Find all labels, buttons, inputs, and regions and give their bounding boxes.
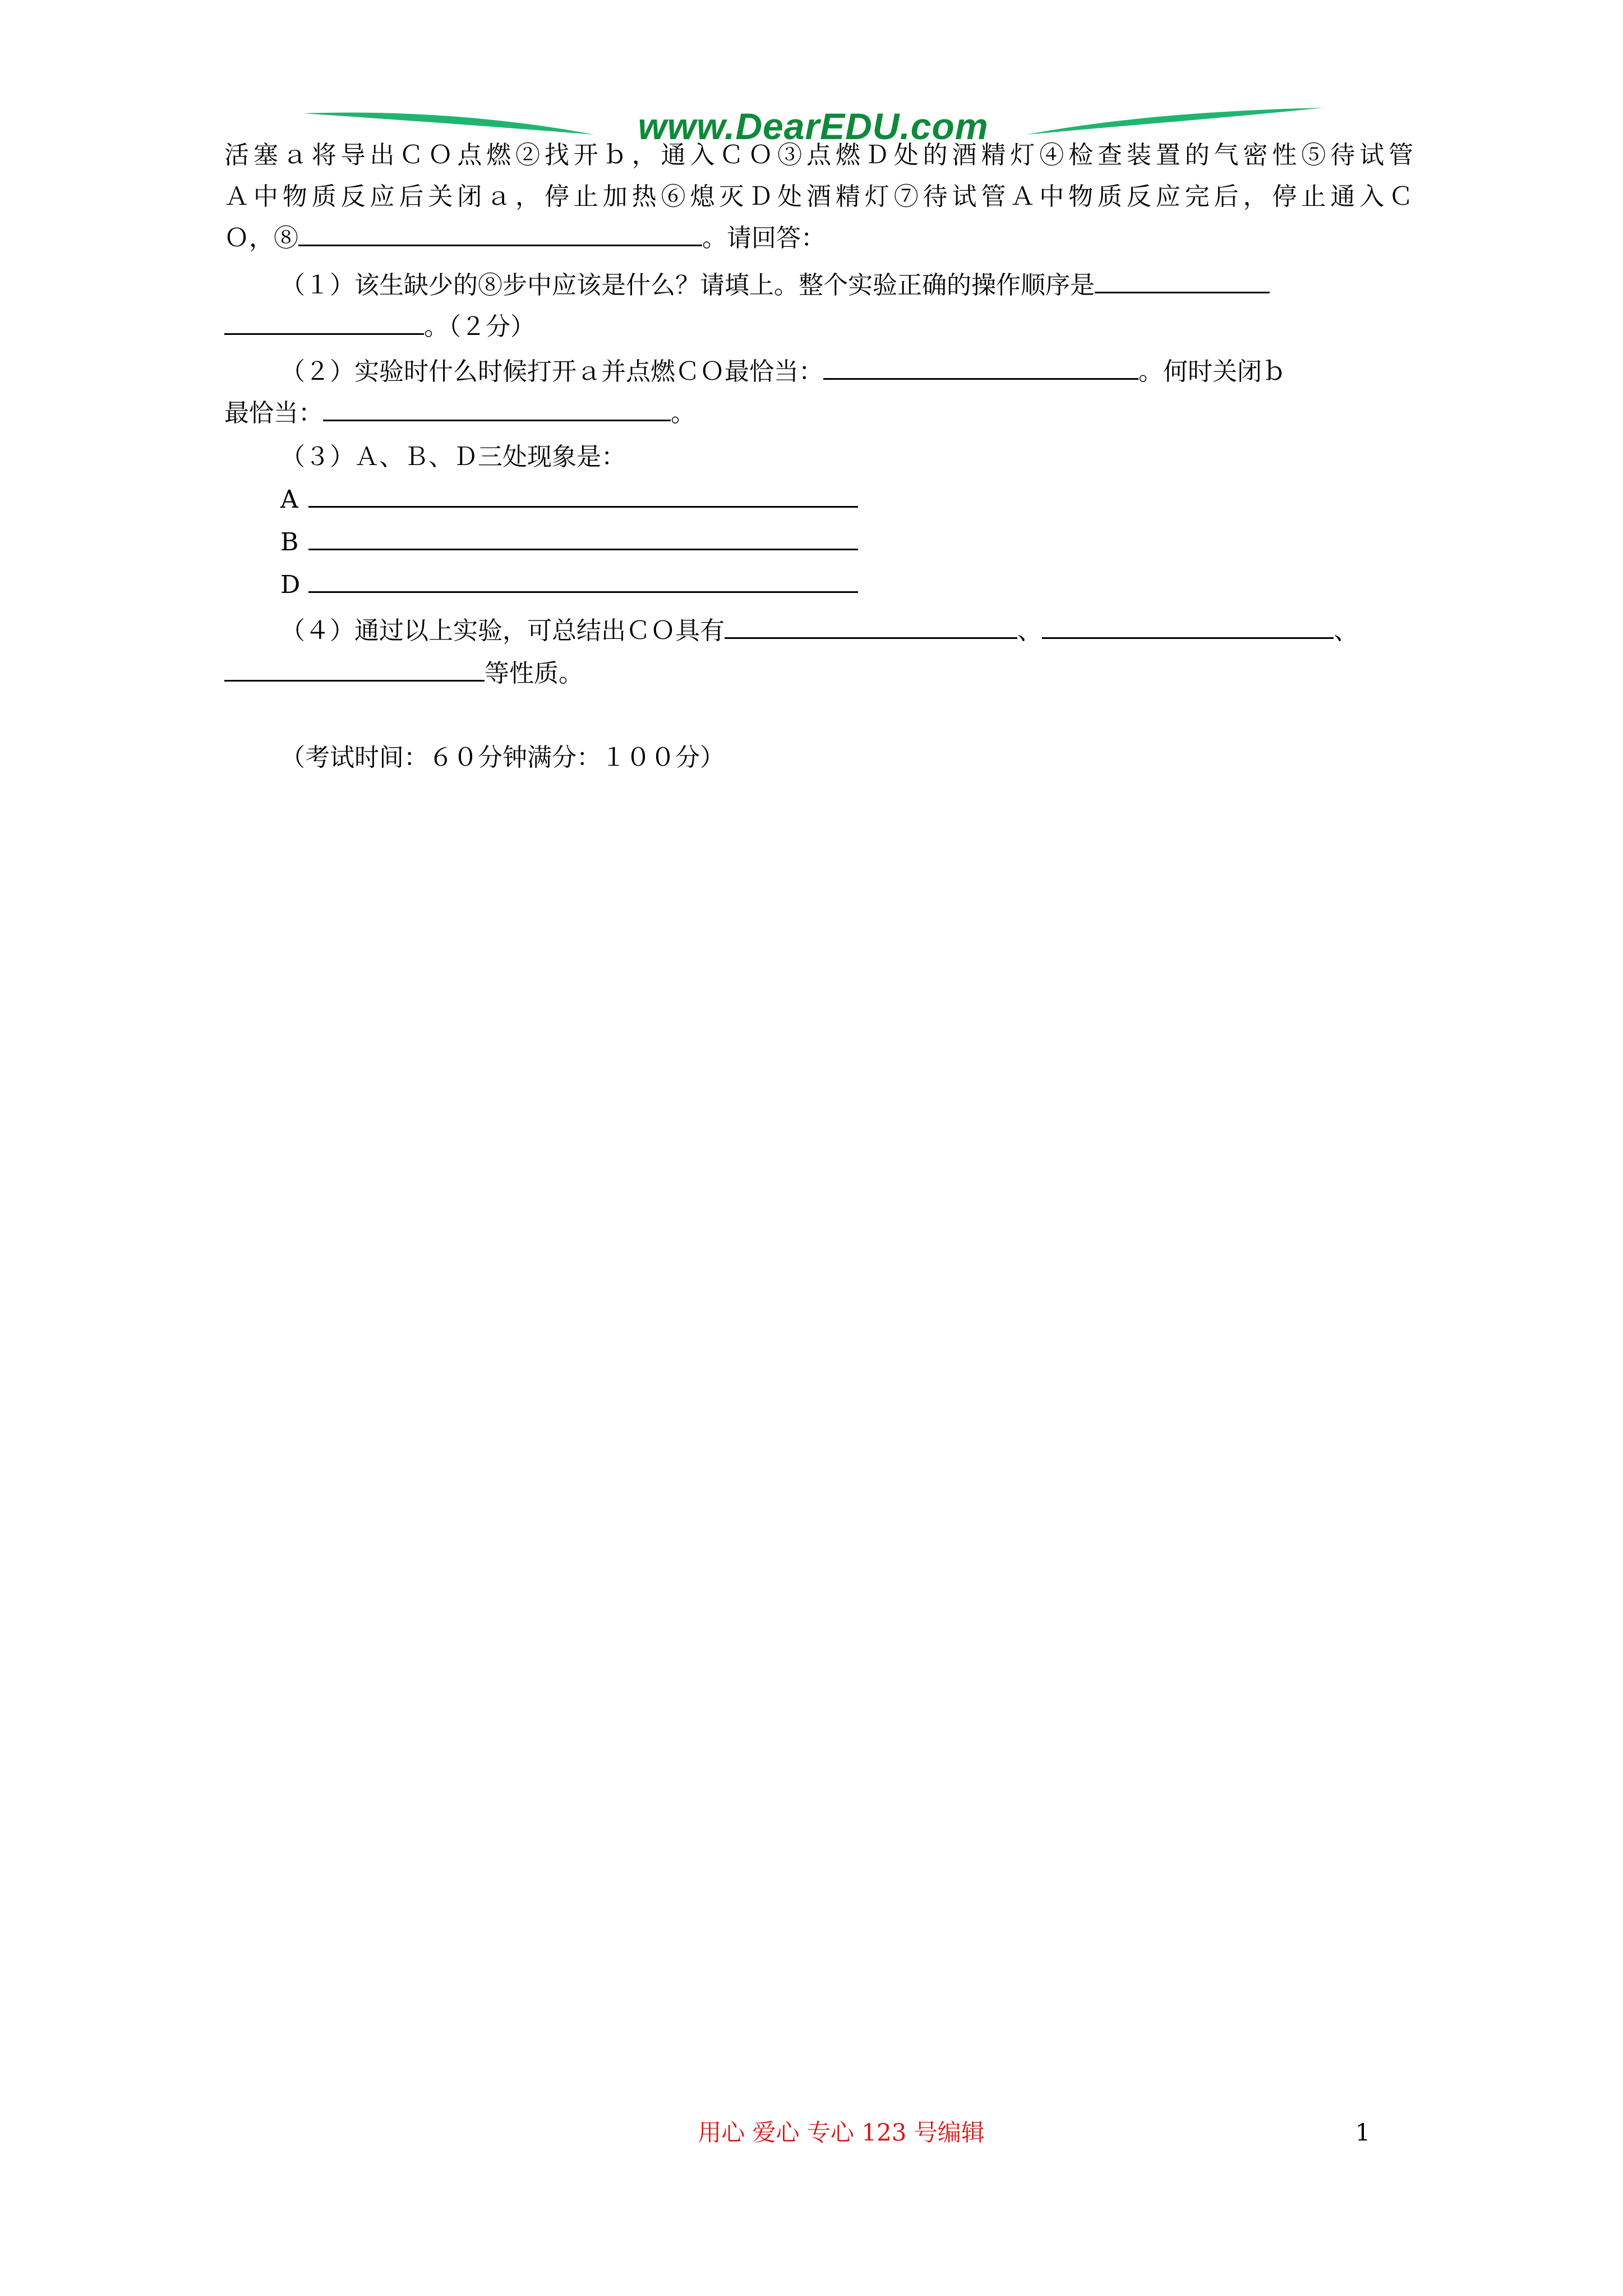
question-2 (280, 352, 1413, 392)
question-4-text: （４）通过以上实验，可总结出ＣＯ具有 (280, 616, 725, 645)
question-1-text: （１）该生缺少的⑧步中应该是什么？请填上。整个实验正确的操作顺序是 (280, 271, 1095, 300)
answer-label-a: A (280, 485, 298, 514)
site-logo: www.DearEDU.com (638, 105, 989, 147)
answer-line-d (280, 565, 1413, 605)
answer-label-b: B (280, 528, 299, 556)
question-2-mid-text: 。何时关闭ｂ (1138, 357, 1287, 386)
answer-blank (298, 219, 702, 246)
question-1 (280, 266, 1413, 305)
answer-blank (308, 565, 858, 593)
question-4-continued (224, 654, 1413, 693)
question-2-cont-text: 最恰当： (224, 399, 323, 427)
question-2-text: （２）实验时什么时候打开ａ并点燃ＣＯ最恰当： (280, 357, 823, 386)
answer-line-b (280, 523, 1413, 562)
answer-line-a (280, 480, 1413, 519)
question-4 (280, 611, 1413, 651)
paragraph-line: 活塞ａ将导出ＣＯ点燃②找开ｂ，通入ＣＯ③点燃Ｄ处的酒精灯④检查装置的气密性⑤待试管 (224, 141, 1413, 169)
answer-blank (1042, 611, 1334, 639)
footer-text: 用心 爱心 专心 123 号编辑 (698, 2119, 985, 2146)
paragraph-line (224, 219, 1413, 258)
answer-blank (308, 523, 858, 550)
answer-blank (823, 352, 1138, 380)
answer-label-d: D (280, 570, 301, 599)
question-4-cont-text: 等性质。 (485, 659, 583, 688)
answer-blank (323, 394, 671, 421)
question-3: （３）Ａ、Ｂ、Ｄ三处现象是： (280, 443, 626, 471)
question-1-continued (224, 307, 1413, 347)
step-8-label: Ｏ，⑧ (224, 224, 298, 252)
answer-blank (224, 654, 485, 682)
separator: 、 (1017, 616, 1042, 645)
punctuation: 。 (671, 399, 695, 427)
exam-info: （考试时间：６０分钟满分：１００分） (280, 743, 725, 772)
separator: 、 (1334, 616, 1358, 645)
paragraph-line: Ａ中物质反应后关闭ａ，停止加热⑥熄灭Ｄ处酒精灯⑦待试管Ａ中物质反应完后，停止通入Ｃ (224, 182, 1413, 211)
prompt-text: 。请回答： (702, 224, 826, 252)
page-number: 1 (1355, 2119, 1371, 2146)
answer-blank (725, 611, 1017, 639)
question-1-points: 。（２分） (424, 312, 535, 341)
answer-blank (224, 307, 424, 335)
question-2-continued (224, 394, 1413, 433)
answer-blank (1095, 266, 1270, 293)
answer-blank (308, 480, 858, 508)
